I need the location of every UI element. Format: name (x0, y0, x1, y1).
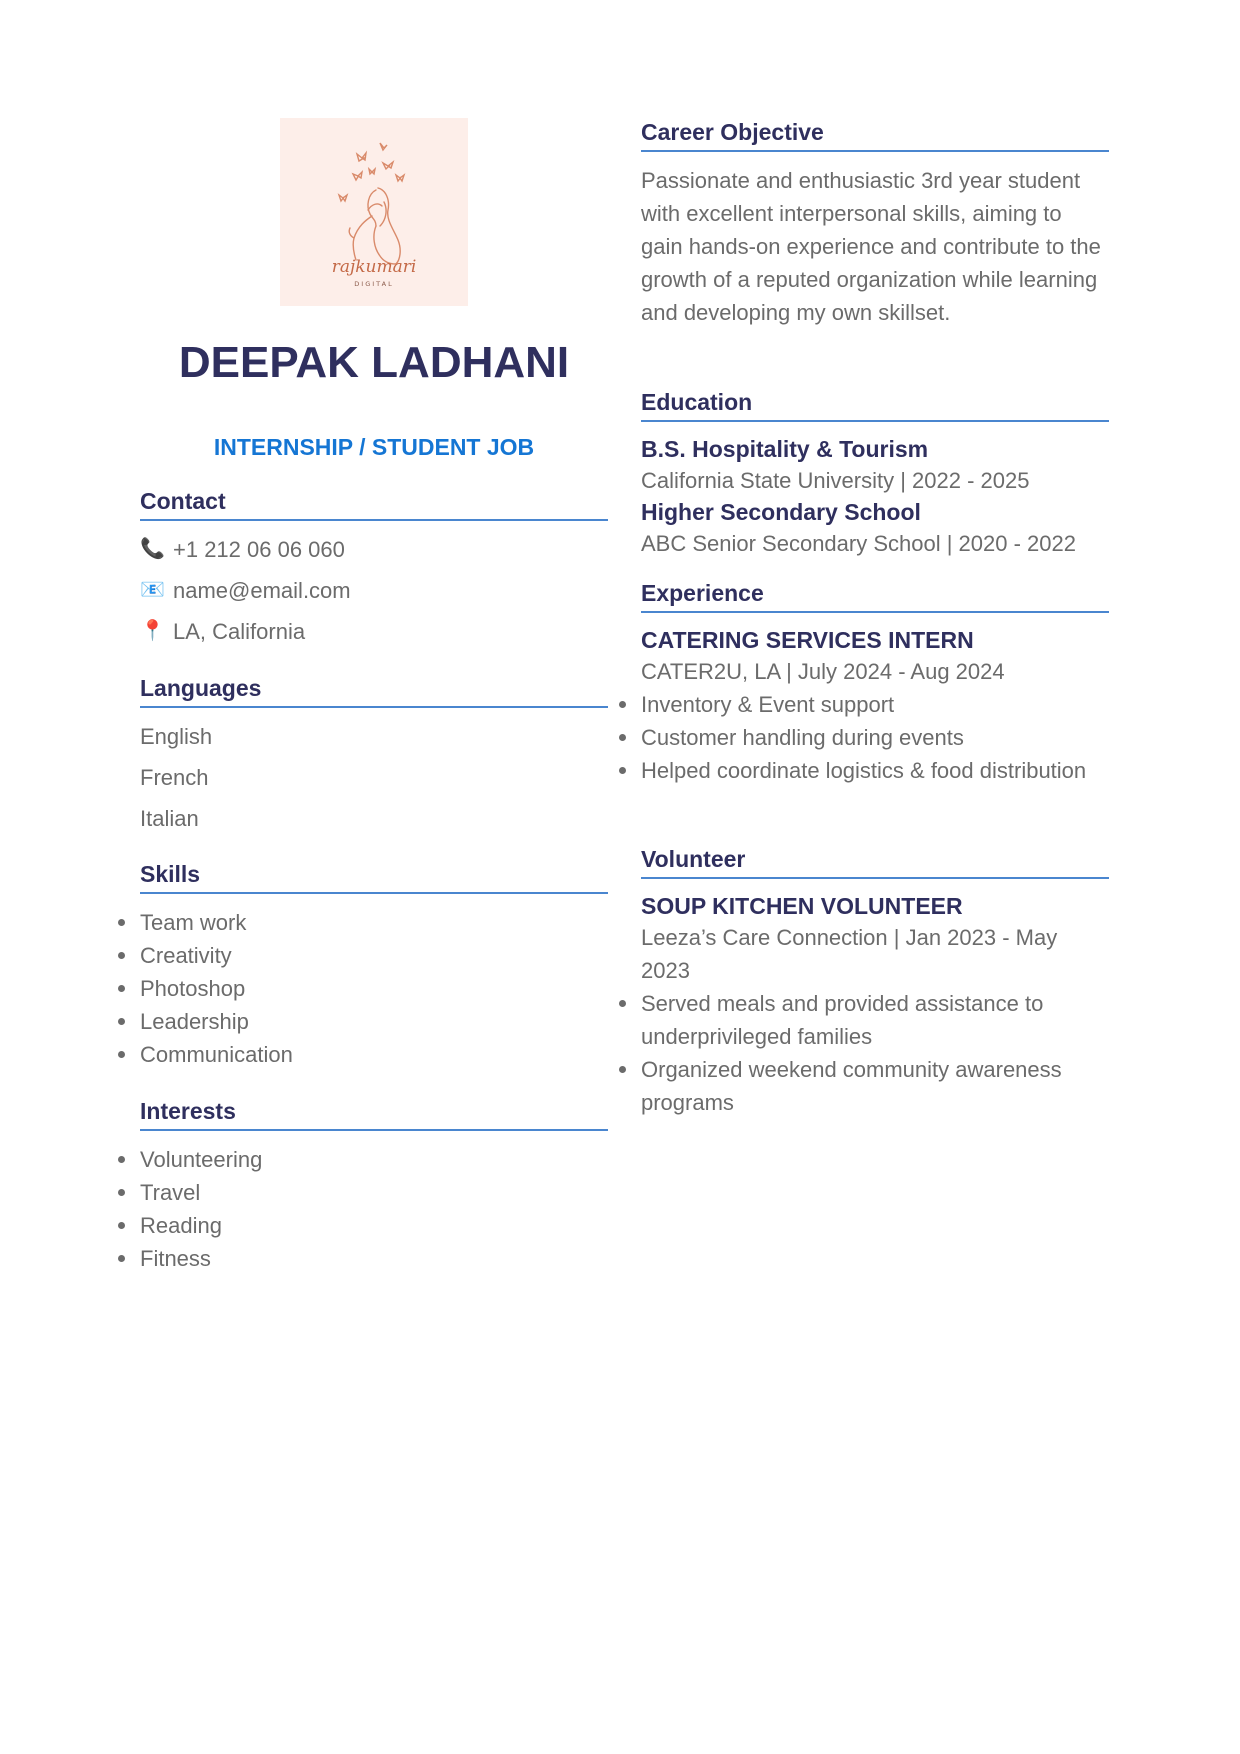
education-section (641, 388, 1109, 560)
experience-bullet: Customer handling during events (641, 721, 1109, 754)
language-item: Italian (140, 806, 199, 831)
skills-section (140, 860, 608, 1071)
volunteer-details: Leeza’s Care Connection | Jan 2023 - May 2023 (641, 925, 1058, 983)
interest-item: Fitness (140, 1242, 608, 1275)
skills-list (140, 906, 608, 1071)
volunteer-heading: Volunteer (641, 845, 1109, 879)
volunteer-role: SOUP KITCHEN VOLUNTEER (641, 893, 963, 919)
skill-item: Team work (140, 906, 608, 939)
volunteer-bullets (641, 987, 1109, 1119)
education-heading: Education (641, 388, 1109, 422)
svg-text:DIGITAL: DIGITAL (354, 280, 394, 288)
language-item: English (140, 724, 213, 749)
volunteer-section (641, 845, 1109, 1119)
skill-item: Creativity (140, 939, 608, 972)
volunteer-bullet: Organized weekend community awareness programs (641, 1053, 1109, 1119)
skill-item: Communication (140, 1038, 608, 1071)
education-degree: B.S. Hospitality & Tourism (641, 436, 929, 462)
map-pin-icon: 📍 (140, 620, 165, 642)
education-details: ABC Senior Secondary School | 2020 - 2022 (641, 531, 1076, 556)
experience-bullet: Inventory & Event support (641, 688, 1109, 721)
interest-item: Reading (140, 1209, 608, 1242)
language-item: French (140, 765, 209, 790)
interests-section (140, 1097, 608, 1275)
brand-logo (280, 118, 468, 306)
skill-item: Photoshop (140, 972, 608, 1005)
location-text: LA, California (173, 619, 306, 644)
languages-list (140, 720, 608, 843)
experience-details: CATER2U, LA | July 2024 - Aug 2024 (641, 659, 1005, 684)
experience-bullet: Helped coordinate logistics & food distribution (641, 754, 1109, 787)
contact-email (140, 574, 608, 615)
experience-heading: Experience (641, 579, 1109, 613)
languages-section (140, 674, 608, 843)
email-text: name@email.com (173, 578, 351, 603)
experience-section (641, 579, 1109, 787)
experience-role: CATERING SERVICES INTERN (641, 627, 974, 653)
volunteer-bullet: Served meals and provided assistance to underprivileged families (641, 987, 1109, 1053)
objective-text: Passionate and enthusiastic 3rd year student with excellent interpersonal skills, aiming to gain hands-on experience and contribute to the growth of a reputed organization while learning and developing my own skillset. (641, 168, 1101, 325)
contact-phone (140, 533, 608, 574)
svg-text:rajkumari: rajkumari (331, 257, 417, 277)
target-role: INTERNSHIP / STUDENT JOB (213, 434, 535, 460)
skills-heading: Skills (140, 860, 608, 894)
education-details: California State University | 2022 - 2025 (641, 468, 1030, 493)
interest-item: Volunteering (140, 1143, 608, 1176)
contact-section (140, 487, 608, 656)
envelope-icon: 📧 (140, 579, 165, 601)
objective-section (641, 118, 1109, 329)
phone-text: +1 212 06 06 060 (173, 537, 345, 562)
candidate-name: DEEPAK LADHANI (178, 338, 570, 387)
contact-location (140, 615, 608, 656)
skill-item: Leadership (140, 1005, 608, 1038)
languages-heading: Languages (140, 674, 608, 708)
interests-heading: Interests (140, 1097, 608, 1131)
objective-heading: Career Objective (641, 118, 1109, 152)
interest-item: Travel (140, 1176, 608, 1209)
contact-heading: Contact (140, 487, 608, 521)
education-degree: Higher Secondary School (641, 499, 921, 525)
logo-illustration-icon (280, 118, 468, 306)
experience-bullets (641, 688, 1109, 787)
phone-icon: 📞 (140, 538, 165, 560)
interests-list (140, 1143, 608, 1275)
